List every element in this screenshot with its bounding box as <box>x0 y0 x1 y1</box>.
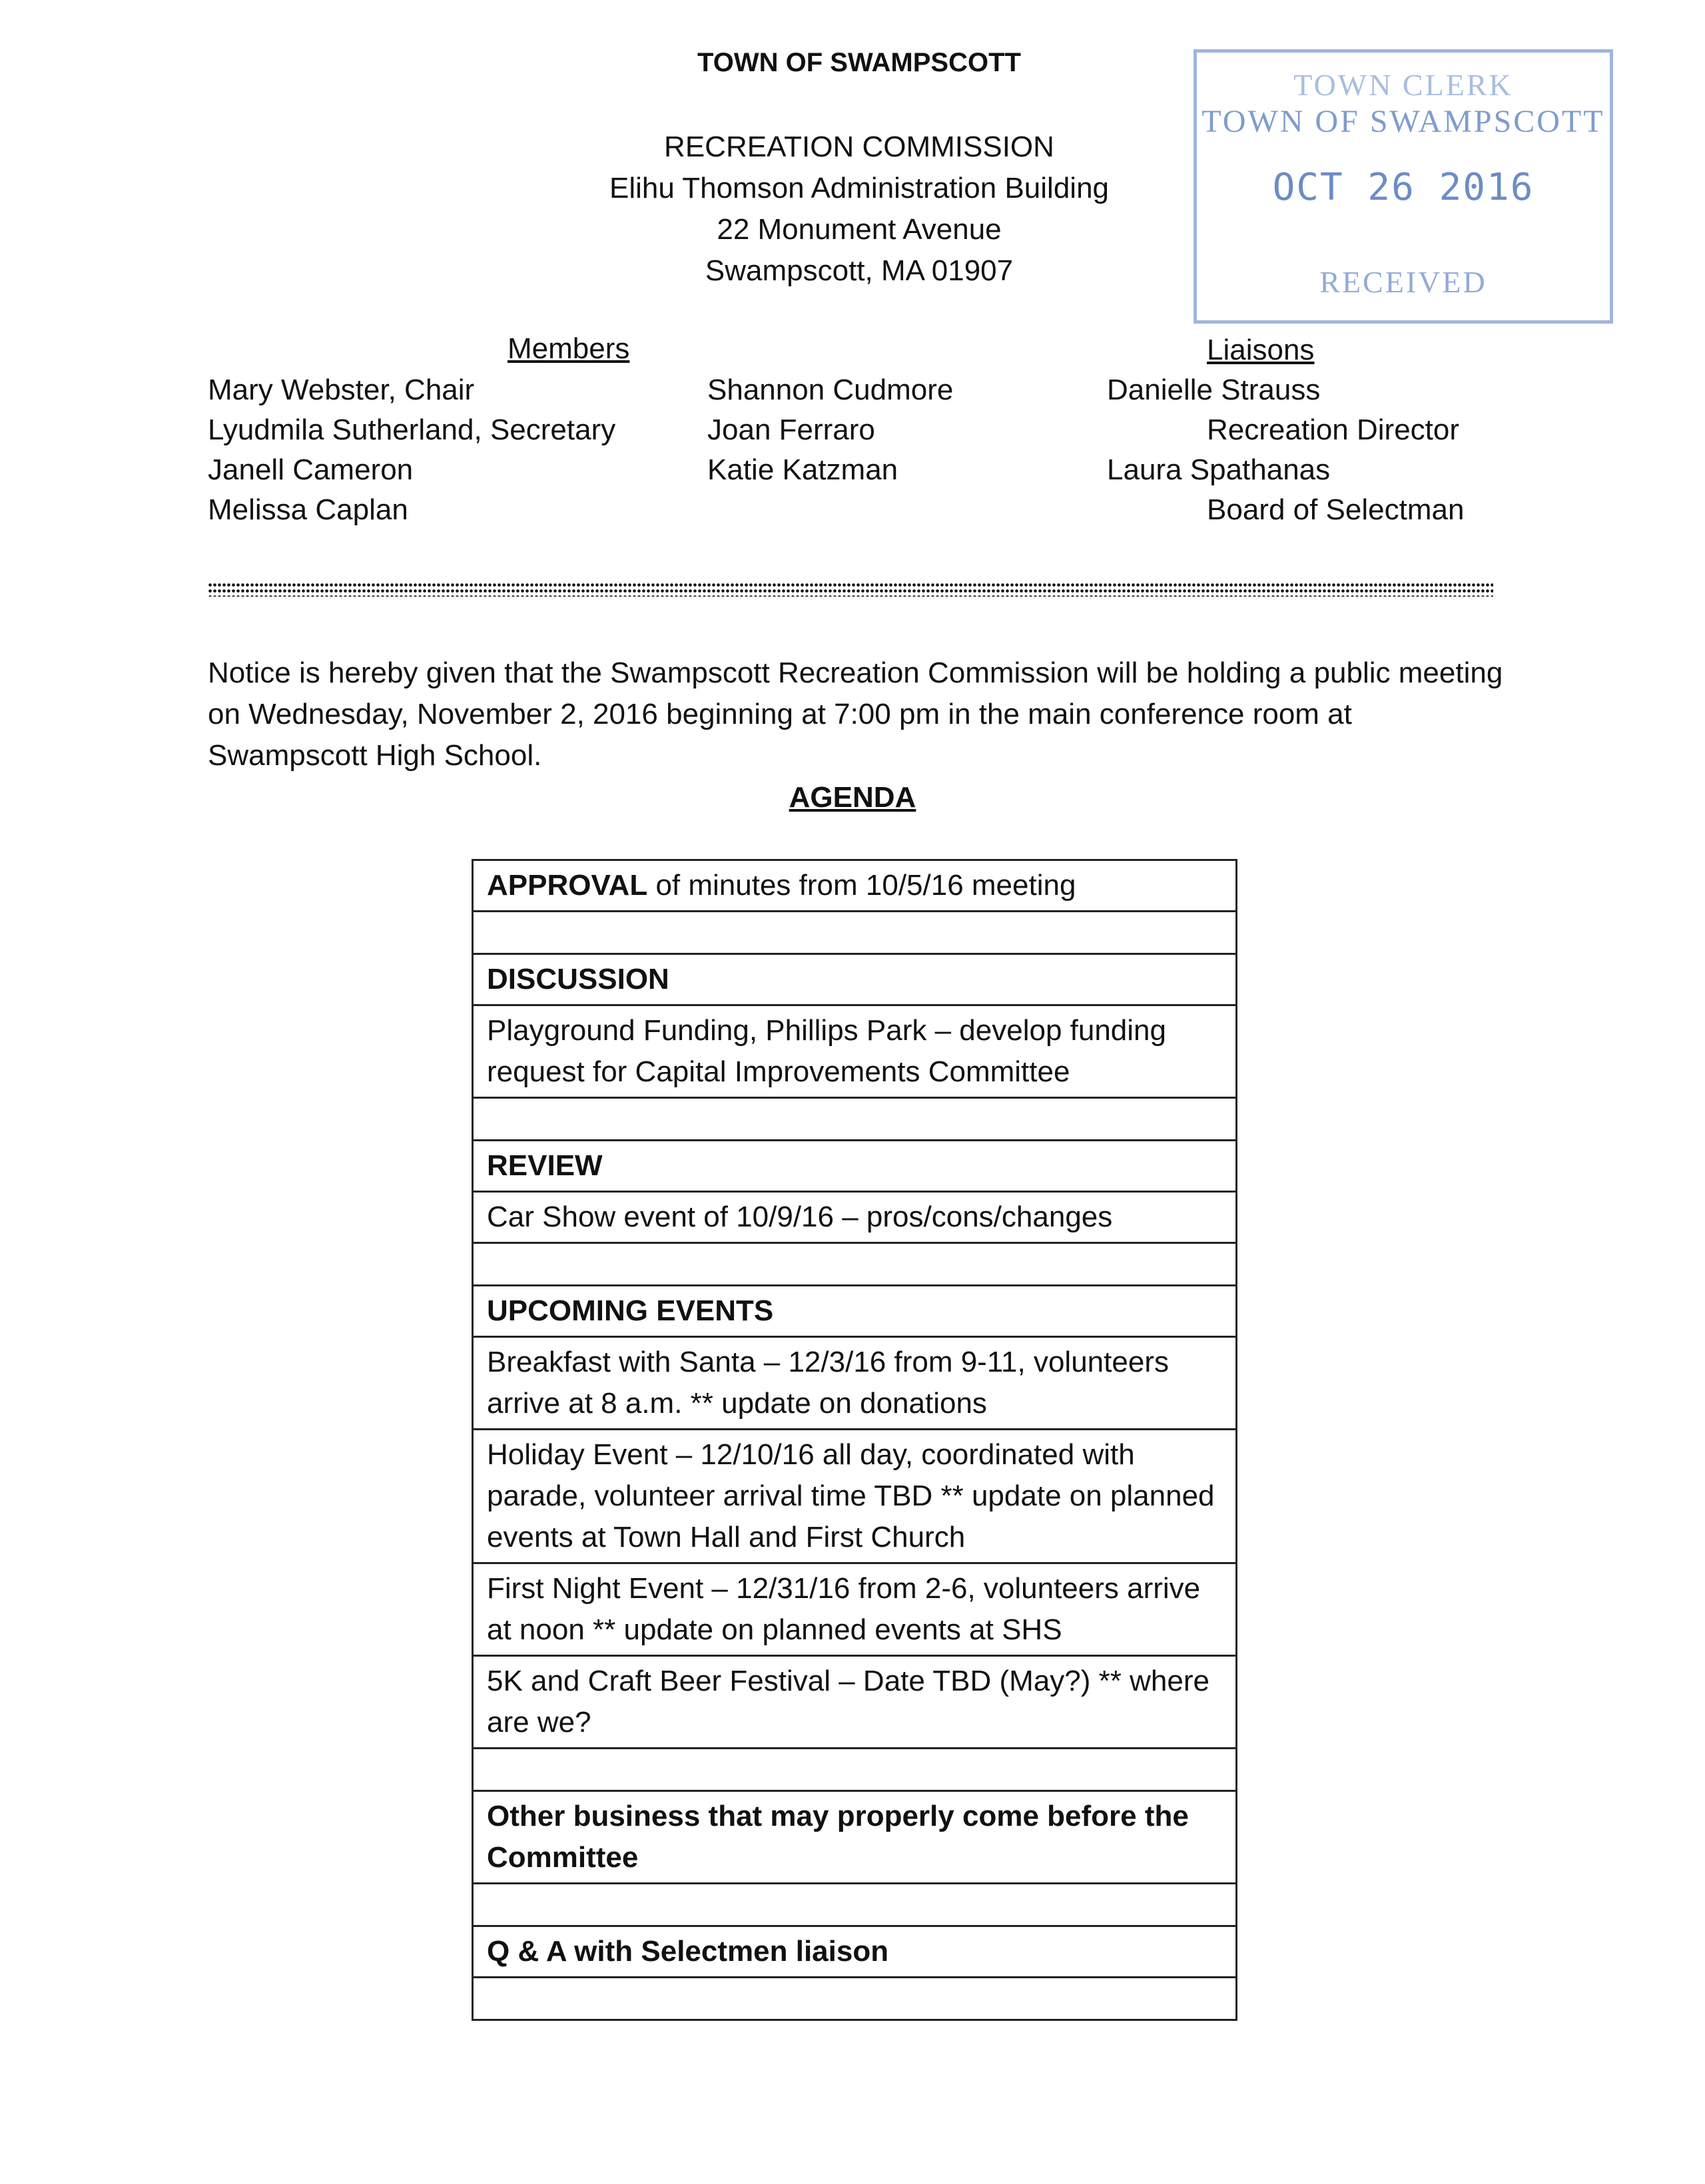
members-column-1 <box>208 370 615 530</box>
agenda-row-blank <box>472 1099 1237 1141</box>
members-heading: Members <box>508 332 630 365</box>
liaisons-list <box>1107 370 1507 530</box>
liaison-role: Board of Selectman <box>1207 493 1465 526</box>
agenda-row-review-item: Car Show event of 10/9/16 – pros/cons/changes <box>472 1193 1237 1244</box>
liaison-name: Danielle Strauss <box>1107 374 1321 406</box>
member-name: Joan Ferraro <box>707 413 875 446</box>
agenda-row-blank <box>472 1978 1237 2021</box>
liaisons-heading: Liaisons <box>1207 334 1315 366</box>
commission-name: RECREATION COMMISSION <box>664 131 1054 163</box>
town-title: TOWN OF SWAMPSCOTT <box>697 48 1021 77</box>
agenda-row-qa: Q & A with Selectmen liaison <box>472 1927 1237 1978</box>
member-name: Melissa Caplan <box>208 493 408 526</box>
member-name: Lyudmila Sutherland, Secretary <box>208 413 616 446</box>
agenda-row-other-business: Other business that may properly come before the Committee <box>472 1792 1237 1884</box>
agenda-row-review-head: REVIEW <box>472 1141 1237 1193</box>
agenda-row-event: 5K and Craft Beer Festival – Date TBD (May?) ** where are we? <box>472 1657 1237 1749</box>
city-address: Swampscott, MA 01907 <box>705 254 1014 287</box>
member-name: Mary Webster, Chair <box>208 374 475 406</box>
stamp-date: OCT 26 2016 <box>1272 166 1534 209</box>
agenda-heading: AGENDA <box>789 781 916 814</box>
agenda-table <box>472 859 1237 2021</box>
address-block <box>519 127 1199 292</box>
approval-label: APPROVAL <box>487 869 648 902</box>
agenda-row-upcoming-head: UPCOMING EVENTS <box>472 1286 1237 1338</box>
agenda-row-event: Breakfast with Santa – 12/3/16 from 9-11, volunteers arrive at 8 a.m. ** update on donations <box>472 1338 1237 1430</box>
agenda-row-blank <box>472 1244 1237 1286</box>
liaison-role: Recreation Director <box>1207 413 1460 446</box>
agenda-row-event: First Night Event – 12/31/16 from 2-6, volunteers arrive at noon ** update on planned events at SHS <box>472 1564 1237 1657</box>
agenda-row-approval <box>472 859 1237 912</box>
agenda-row-event: Holiday Event – 12/10/16 all day, coordinated with parade, volunteer arrival time TBD ** update on planned events at Town Hall and First Church <box>472 1430 1237 1564</box>
dotted-separator <box>208 582 1493 597</box>
member-name: Janell Cameron <box>208 453 414 486</box>
member-name: Katie Katzman <box>707 453 898 486</box>
stamp-received: RECEIVED <box>1319 265 1487 299</box>
agenda-row-blank <box>472 1749 1237 1792</box>
stamp-town-clerk: TOWN CLERK <box>1293 68 1513 102</box>
liaison-name: Laura Spathanas <box>1107 453 1331 486</box>
member-name: Shannon Cudmore <box>707 374 954 406</box>
agenda-row-discussion-item: Playground Funding, Phillips Park – develop funding request for Capital Improvements Committee <box>472 1006 1237 1099</box>
agenda-row-blank <box>472 1884 1237 1927</box>
approval-text: of minutes from 10/5/16 meeting <box>647 869 1076 902</box>
meeting-notice: Notice is hereby given that the Swampscott Recreation Commission will be holding a public meeting on Wednesday, November 2, 2016 beginning at 7:00 pm in the main conference room at Swampscott High School. <box>208 657 1503 772</box>
street-address: 22 Monument Avenue <box>717 213 1002 246</box>
members-column-2 <box>707 370 953 490</box>
building-name: Elihu Thomson Administration Building <box>609 172 1110 204</box>
received-stamp <box>1194 49 1613 324</box>
stamp-town: TOWN OF SWAMPSCOTT <box>1201 104 1605 139</box>
agenda-row-discussion-head: DISCUSSION <box>472 955 1237 1006</box>
agenda-row-blank <box>472 912 1237 955</box>
